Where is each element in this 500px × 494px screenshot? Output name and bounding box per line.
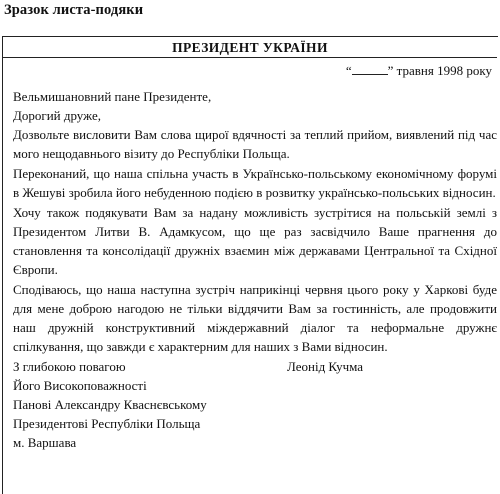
letter-header: ПРЕЗИДЕНТ УКРАЇНИ — [3, 40, 497, 58]
date-blank-line — [352, 64, 388, 75]
letter-date — [346, 63, 492, 79]
date-close-quote: ” — [387, 63, 394, 78]
recipient-line: Його Високоповажності — [13, 378, 147, 393]
date-open-quote: “ — [345, 63, 352, 78]
salutation-friendly: Дорогий друже, — [13, 108, 101, 123]
recipient-line: Президентові Республіки Польща — [13, 416, 201, 431]
closing-row — [13, 357, 497, 376]
paragraph-meeting-lithuania: Хочу також подякувати Вам за надану можливість зустрітися на польській землі з Президентом Литви В. Адамкусом, що ще раз засвідчило Ваше прагнення до становлення та консолідації дружніх взаємин між державами Центральної та Східної Європи. — [13, 205, 497, 277]
paragraph-economic-forum: Переконаний, що наша спільна участь в Українсько-польському економічному форумі в Жешуві зробила його небуденною подією в розвитку українсько-польських відносин. — [13, 166, 497, 200]
letter-body — [13, 87, 497, 452]
page-heading: Зразок листа-подяки — [4, 2, 144, 18]
paragraph-next-meeting: Сподіваюсь, що наша наступна зустріч наприкінці червня цього року у Харкові буде для мене доброю нагодою не тільки віддячити Вам за гостинність, але продовжити наш дружній конструктивний міждержавний діалог та неформальне дружнє спілкування, що завжди є характерним для наших з Вами відносин. — [13, 282, 497, 354]
paragraph-gratitude: Дозвольте висловити Вам слова щирої вдячності за теплий прийом, виявлений під час мого нещодавнього візиту до Республіки Польща. — [13, 127, 497, 161]
recipient-line: Панові Александру Кваснєвському — [13, 397, 207, 412]
closing-phrase: З глибокою повагою — [13, 359, 126, 374]
date-text: травня 1998 року — [396, 63, 492, 78]
salutation-formal: Вельмишановний пане Президенте, — [13, 89, 212, 104]
signature-name: Леонід Кучма — [287, 359, 364, 374]
letter-sheet — [2, 36, 498, 494]
recipient-line: м. Варшава — [13, 435, 77, 450]
